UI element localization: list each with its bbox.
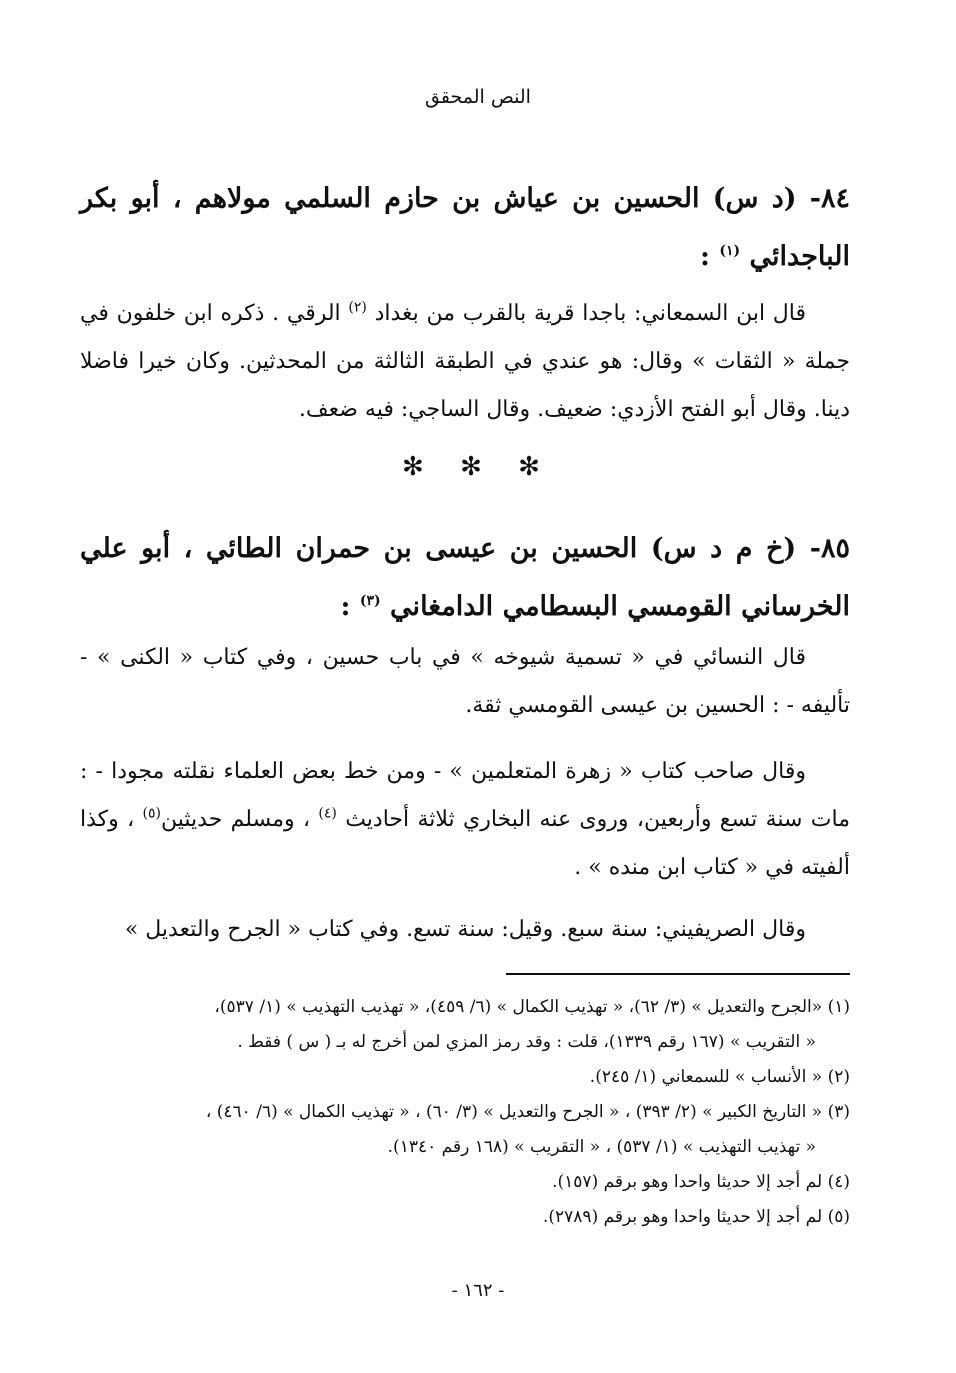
entry-85-paragraph-2-text-a: وقال صاحب كتاب « زهرة المتعلمين » - ومن خط بعض العلماء نقلته مجودا - : مات سنة تسع وأربعين، وروى عنه البخاري ثلاثة أحاديث xyxy=(80,759,850,832)
footnote-text: «الجرح والتعديل » (٣/ ٦٢)، « تهذيب الكمال » (٦/ ٤٥٩)، « تهذيب التهذيب » (١/ ٥٣٧)، xyxy=(214,997,823,1017)
entry-85-paragraph-3-text: وقال الصريفيني: سنة سبع. وقيل: سنة تسع. وفي كتاب « الجرح والتعديل » xyxy=(124,917,806,942)
footnote-number: (٥) xyxy=(827,1207,850,1227)
footnote-3 xyxy=(80,1095,850,1165)
entry-84-paragraph-1-text-b: الرقي . ذكره ابن خلفون في جملة « الثقات » وقال: هو عندي في الطبقة الثالثة من المحدثين. وكان خيرا فاضلا دينا. وقال أبو الفتح الأزدي: ضعيف. وقال الساجي: فيه ضعف. xyxy=(80,301,850,422)
footnote-ref-3: (٣) xyxy=(359,593,381,609)
footnote-ref-4: (٤) xyxy=(318,805,337,822)
footnote-number: (٤) xyxy=(827,1172,850,1192)
footnote-text-continued: « تهذيب التهذيب » (١/ ٥٣٧) ، « التقريب » (١٦٨ رقم ١٣٤٠). xyxy=(387,1137,816,1157)
section-separator: ✻ ✻ ✻ xyxy=(402,452,554,482)
footnote-number: (٣) xyxy=(827,1102,850,1122)
footnote-number: (٢) xyxy=(827,1067,850,1087)
footnote-text: لم أجد إلا حديثا واحدا وهو برقم (٢٧٨٩). xyxy=(542,1207,823,1227)
footnote-1 xyxy=(80,990,850,1060)
entry-84-heading-text: ٨٤- (د س) الحسين بن عياش بن حازم السلمي مولاهم ، أبو بكر الباجدائي xyxy=(80,183,850,272)
entry-85-paragraph-3 xyxy=(80,906,850,954)
entry-85-paragraph-2-text-b: ، ومسلم حديثين xyxy=(161,807,319,832)
footnote-4 xyxy=(80,1165,850,1200)
running-head: النص المحقق xyxy=(425,86,531,108)
entry-84-heading xyxy=(80,170,850,286)
entry-84-heading-end: : xyxy=(699,241,720,272)
entry-85-heading-end: : xyxy=(340,591,360,622)
page-number: - ١٦٢ - xyxy=(451,1280,505,1301)
footnote-text: « التاريخ الكبير » (٢/ ٣٩٣) ، « الجرح والتعديل » (٣/ ٦٠) ، « تهذيب الكمال » (٦/ ٤٦٠) ، xyxy=(205,1102,823,1122)
entry-84-paragraph-1-text-a: قال ابن السمعاني: باجدا قرية بالقرب من بغداد xyxy=(374,301,806,326)
footnote-text-continued: « التقريب » (١٦٧ رقم ١٣٣٩)، قلت : وقد رمز المزي لمن أخرج له بـ ( س ) فقط . xyxy=(237,1032,816,1052)
footnotes xyxy=(80,990,850,1235)
footnote-ref-2: (٢) xyxy=(348,299,367,316)
entry-85-heading-text: ٨٥- (خ م د س) الحسين بن عيسى بن حمران الطائي ، أبو علي الخرساني القومسي البسطامي الدامغاني xyxy=(80,533,850,622)
footnote-text: لم أجد إلا حديثا واحدا وهو برقم (١٥٧). xyxy=(552,1172,823,1192)
footnote-ref-1: (١) xyxy=(719,243,741,259)
footnote-separator-rule xyxy=(506,973,850,975)
footnote-5 xyxy=(80,1200,850,1235)
footnote-2 xyxy=(80,1060,850,1095)
entry-85-paragraph-1 xyxy=(80,634,850,730)
entry-85-heading xyxy=(80,520,850,636)
footnote-number: (١) xyxy=(827,997,850,1017)
entry-85-paragraph-2 xyxy=(80,748,850,892)
entry-84-paragraph-1 xyxy=(80,290,850,434)
footnote-ref-5: (٥) xyxy=(142,805,162,822)
entry-85-paragraph-1-text: قال النسائي في « تسمية شيوخه » في باب حسين ، وفي كتاب « الكنى » - تأليفه - : الحسين بن عيسى القومسي ثقة. xyxy=(80,645,850,718)
footnote-text: « الأنساب » للسمعاني (١/ ٢٤٥). xyxy=(589,1067,823,1087)
entry-85-paragraph-2-text-c: ، وكذا ألفيته في « كتاب ابن منده » . xyxy=(80,807,850,880)
